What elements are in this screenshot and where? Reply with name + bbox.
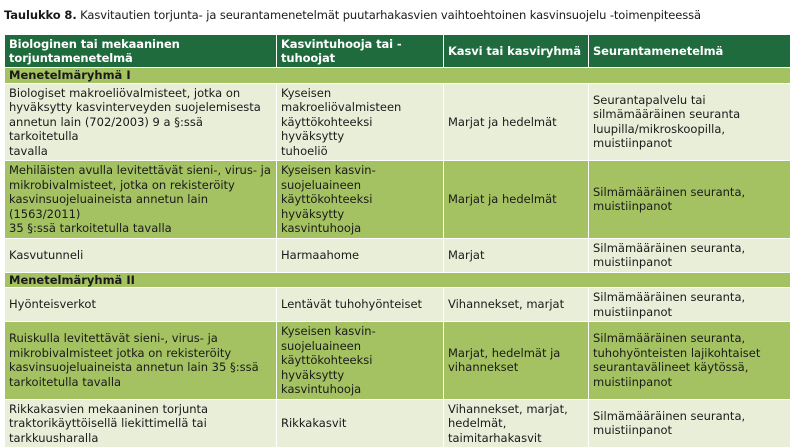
crop-cell: Vihannekset, marjat — [448, 297, 565, 312]
monitoring-cell: Silmämääräinen seuranta, muistiinpanot — [593, 240, 746, 269]
table-row — [5, 288, 791, 322]
crop-cell: Marjat ja hedelmät — [448, 114, 557, 129]
method-cell: Biologiset makroeliövalmisteet, jotka on hyväksytty kasvinterveyden suojelemisesta annetun lain (702/2003) 9 a §:ssä tarkoitetulla tavalla — [9, 85, 261, 158]
monitoring-cell: Silmämääräinen seuranta, muistiinpanot — [593, 290, 746, 319]
pest-cell: Harmaahome — [281, 247, 360, 262]
crop-cell: Marjat — [448, 247, 485, 262]
table-row — [5, 238, 791, 272]
pest-cell: Kyseisen kasvin- suojeluaineen käyttökohteeksi hyväksytty kasvintuhooja — [281, 324, 376, 396]
pest-cell: Kyseisen makroeliövalmisteen käyttökohteeksi hyväksytty tuhoeliö — [281, 85, 402, 158]
pest-cell: Kyseisen kasvin- suojeluaineen käyttökohteeksi hyväksytty kasvintuhooja — [281, 163, 376, 235]
monitoring-cell: Seurantapalvelu tai silmämääräinen seuranta luupilla/mikroskoopilla, muistiinpanot — [593, 92, 741, 151]
monitoring-cell: Silmämääräinen seuranta, muistiinpanot — [593, 184, 746, 214]
crop-cell: Vihannekset, marjat, hedelmät, taimitarhakasvit — [448, 401, 568, 445]
group-row — [5, 272, 791, 288]
monitoring-cell: Silmämääräinen seuranta, muistiinpanot — [593, 408, 746, 438]
pest-cell: Lentävät tuhohyönteiset — [281, 297, 423, 312]
caption-label: Taulukko 8. — [4, 8, 77, 22]
monitoring-cell: Silmämääräinen seuranta, tuhohyönteisten lajikohtaiset seurantavälineet käytössä, muistiinpanot — [593, 331, 761, 389]
method-cell: Hyönteisverkot — [9, 297, 96, 312]
crop-cell: Marjat, hedelmät ja vihannekset — [448, 345, 561, 375]
caption-text: Kasvitautien torjunta- ja seurantamenetelmät puutarhakasvien vaihtoehtoinen kasvinsuojelu -toimenpiteessä — [76, 8, 701, 22]
table-caption — [4, 8, 701, 22]
header-method: Biologinen tai mekaaninen torjuntamenetelmä — [5, 35, 277, 68]
table-row — [5, 399, 791, 448]
header-row — [5, 35, 791, 68]
method-cell: Kasvutunneli — [9, 247, 84, 262]
method-cell: Ruiskulla levitettävät sieni-, virus- ja mikrobivalmisteet jotka on rekisteröity kasvinsuojeluaineista annetun lain 35 §:ssä tarkoitetulla tavalla — [9, 331, 259, 389]
group-title: Menetelmäryhmä I — [5, 68, 791, 84]
group-row — [5, 68, 791, 84]
table-row — [5, 83, 791, 161]
header-pest: Kasvintuhooja tai -tuhoojat — [277, 35, 444, 68]
header-crop: Kasvi tai kasviryhmä — [444, 35, 589, 68]
method-cell: Rikkakasvien mekaaninen torjunta traktorikäyttöisellä liekittimellä tai tarkkuusharalla — [9, 401, 209, 445]
group-title: Menetelmäryhmä II — [5, 272, 791, 288]
table-row — [5, 322, 791, 400]
crop-cell: Marjat ja hedelmät — [448, 192, 557, 206]
method-cell: Mehiläisten avulla levitettävät sieni-, virus- ja mikrobivalmisteet, jotka on rekisteröity kasvinsuojeluaineista annetun lain (1563/2011) 35 §:ssä tarkoitetulla tavalla — [9, 163, 271, 235]
methods-table — [4, 34, 791, 448]
pest-cell: Rikkakasvit — [281, 416, 347, 430]
table-row — [5, 161, 791, 239]
header-monitoring: Seurantamenetelmä — [589, 35, 791, 68]
